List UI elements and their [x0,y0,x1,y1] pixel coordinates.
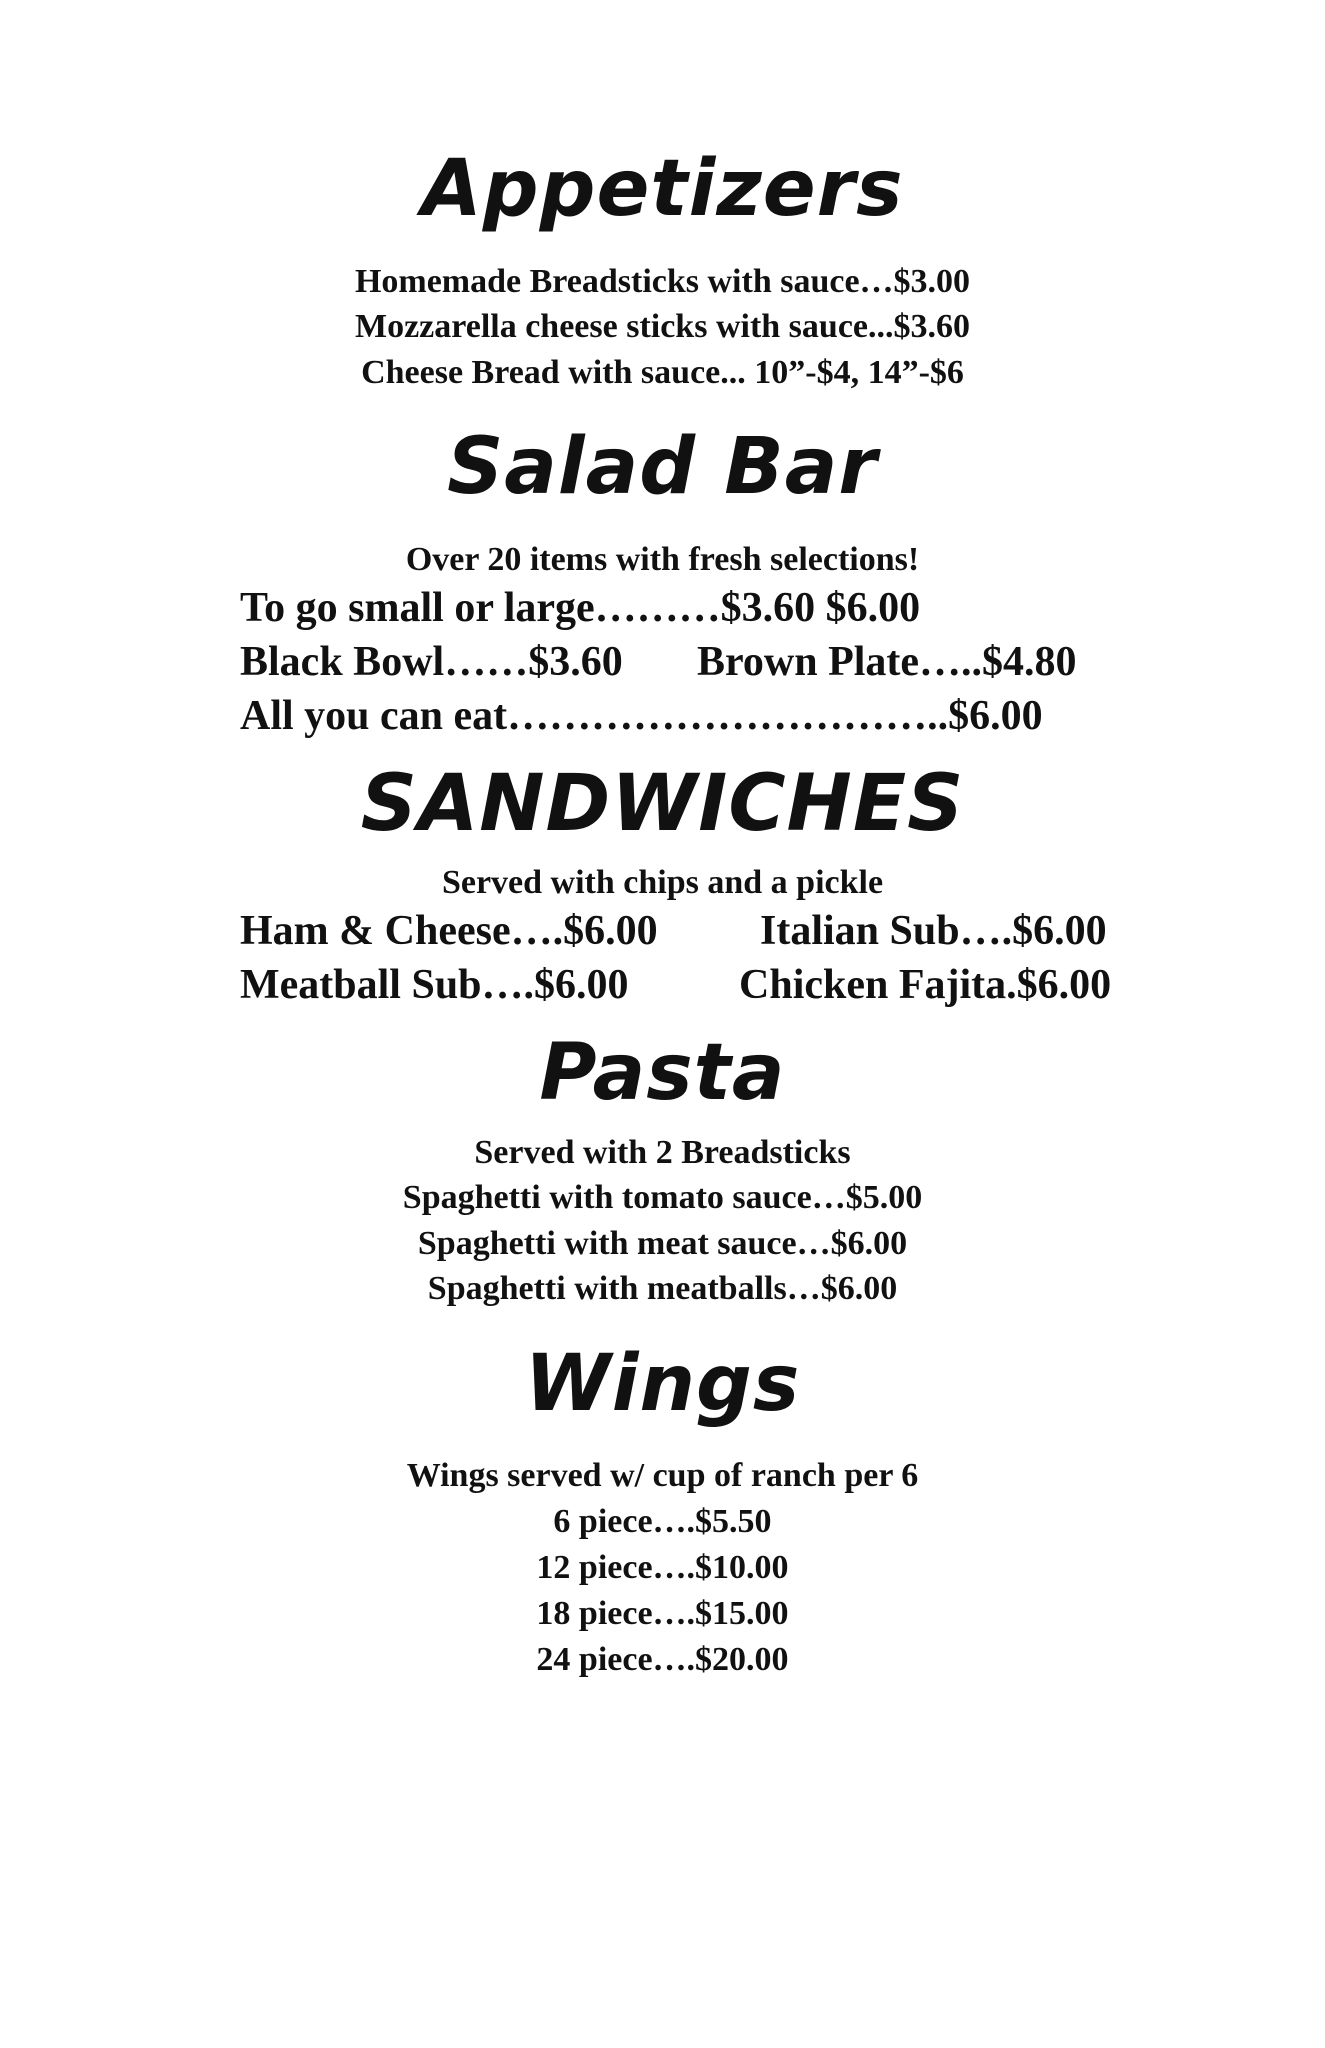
salad-bar-item: Black Bowl……$3.60 [240,639,623,685]
wings-heading: Wings [524,1339,801,1429]
wings-item: 18 piece….$15.00 [536,1595,789,1632]
sandwiches-subtitle: Served with chips and a pickle [441,864,884,901]
wings-item: 12 piece….$10.00 [536,1549,789,1586]
salad-bar-heading: Salad Bar [447,422,878,512]
salad-bar-subtitle: Over 20 items with fresh selections! [405,541,920,578]
pasta-item: Spaghetti with meatballs…$6.00 [427,1270,898,1307]
wings-subtitle: Wings served w/ cup of ranch per 6 [406,1457,919,1494]
sandwich-item: Ham & Cheese….$6.00 [240,908,658,954]
pasta-subtitle: Served with 2 Breadsticks [474,1134,851,1171]
salad-bar-item: To go small or large………$3.60 $6.00 [240,585,921,631]
wings-item: 6 piece….$5.50 [553,1503,772,1540]
pasta-item: Spaghetti with meat sauce…$6.00 [417,1225,908,1262]
appetizer-item: Homemade Breadsticks with sauce…$3.00 [354,263,971,300]
salad-bar-item: All you can eat…………………………..$6.00 [240,693,1043,739]
salad-bar-item: Brown Plate…..$4.80 [697,639,1077,685]
appetizer-item: Mozzarella cheese sticks with sauce...$3.60 [354,308,971,345]
sandwich-item: Italian Sub….$6.00 [760,908,1107,954]
appetizers-heading: Appetizers [421,144,904,234]
pasta-heading: Pasta [539,1028,786,1118]
sandwich-item: Chicken Fajita.$6.00 [739,962,1112,1008]
appetizer-item: Cheese Bread with sauce... 10”-$4, 14”-$6 [361,354,964,391]
wings-item: 24 piece….$20.00 [536,1641,789,1678]
sandwiches-heading: SANDWICHES [360,759,965,849]
pasta-item: Spaghetti with tomato sauce…$5.00 [402,1179,923,1216]
sandwich-item: Meatball Sub….$6.00 [240,962,629,1008]
